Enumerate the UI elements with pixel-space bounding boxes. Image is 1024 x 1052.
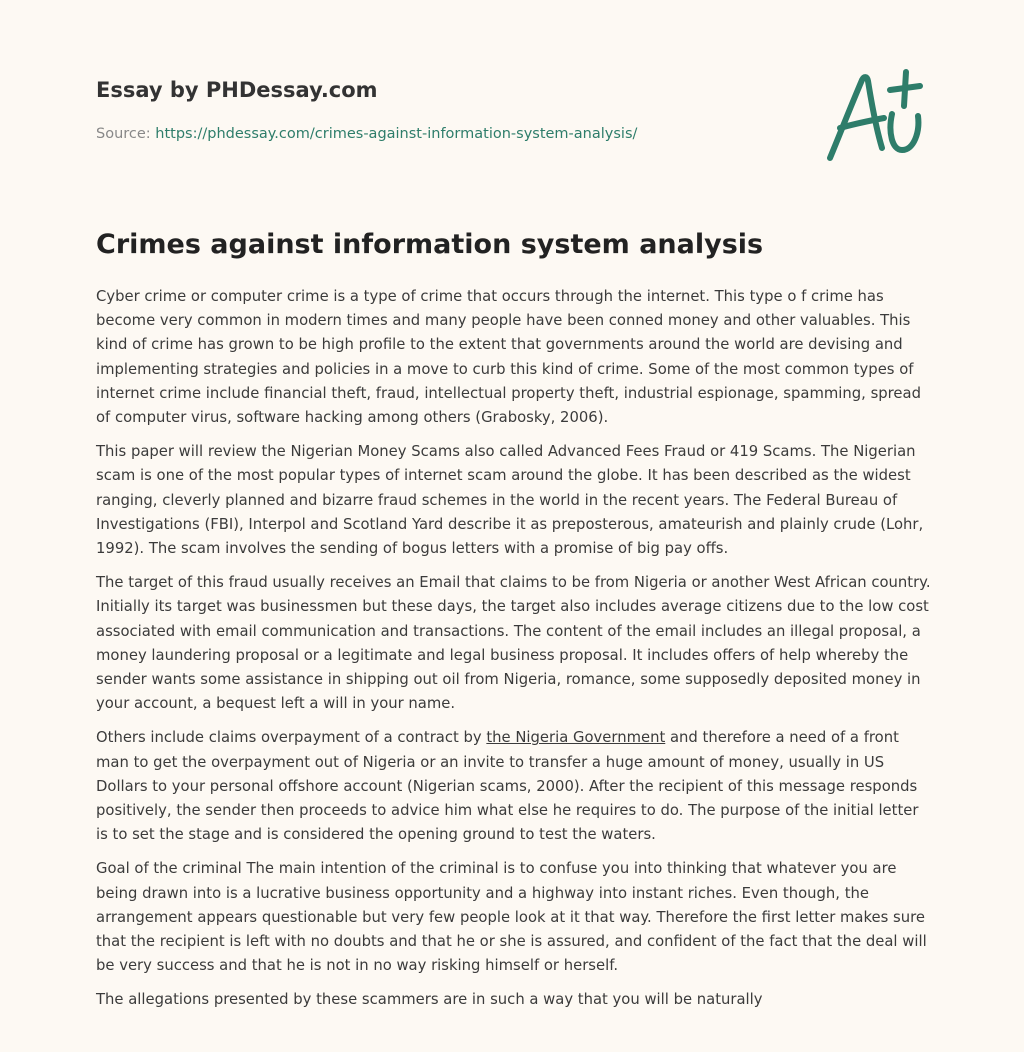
paragraph: The allegations presented by these scammers are in such a way that you will be naturally [96,991,763,1009]
source-link[interactable]: https://phdessay.com/crimes-against-information-system-analysis/ [155,126,638,142]
source-label: Source: [96,126,151,142]
brand-title: Essay by PHDessay.com [96,78,378,102]
paragraph-text: Others include claims overpayment of a contract by [96,729,487,747]
paragraph: Cyber crime or computer crime is a type of crime that occurs through the internet. This type o f crime has become very common in modern times and many people have been conned money and other valuables. This kind of crime has grown to be high profile to the extent that governments around the world are devising and implementing strategies and policies in a move to curb this kind of crime. Some of the most common types of internet crime include financial theft, fraud, intellectual property theft, industrial espionage, spamming, spread of computer virus, software hacking among others (Grabosky, 2006). [96,288,921,427]
a-plus-logo-icon [822,66,930,166]
paragraph: This paper will review the Nigerian Money Scams also called Advanced Fees Fraud or 419 Scams. The Nigerian scam is one of the most popular types of internet scam around the globe. It has been described as the widest ranging, cleverly planned and bizarre fraud schemes in the world in the recent years. The Federal Bureau of Investigations (FBI), Interpol and Scotland Yard describe it as preposterous, amateurish and plainly crude (Lohr, 1992). The scam involves the sending of bogus letters with a promise of big pay offs. [96,443,924,558]
essay-title: Crimes against information system analysis [96,229,764,260]
essay-body [96,285,934,1023]
paragraph-text: and therefore a need of a front man to get the overpayment out of Nigeria or an invite to transfer a huge amount of money, usually in US Dollars to your personal offshore account (Nigerian scams, 2000). After the recipient of this message responds positively, the sender then proceeds to advice him what else he requires to do. The purpose of the initial letter is to set the stage and is considered the opening ground to test the waters. [96,729,919,844]
nigeria-government-link[interactable]: the Nigeria Government [486,729,666,747]
paragraph: The target of this fraud usually receives an Email that claims to be from Nigeria or another West African country. Initially its target was businessmen but these days, the target also includes average citizens due to the low cost associated with email communication and transactions. The content of the email includes an illegal proposal, a money laundering proposal or a legitimate and legal business proposal. It includes offers of help whereby the sender wants some assistance in shipping out oil from Nigeria, romance, some supposedly deposited money in your account, a bequest left a will in your name. [96,574,931,713]
document-header [96,76,928,144]
paragraph [96,726,934,847]
paragraph: Goal of the criminal The main intention of the criminal is to confuse you into thinking that whatever you are being drawn into is a lucrative business opportunity and a highway into instant riches. Even though, the arrangement appears questionable but very few people look at it that way. Therefore the first letter makes sure that the recipient is left with no doubts and that he or she is assured, and confident of the fact that the deal will be very success and that he is not in no way risking himself or herself. [96,860,927,975]
source-line [96,124,928,144]
